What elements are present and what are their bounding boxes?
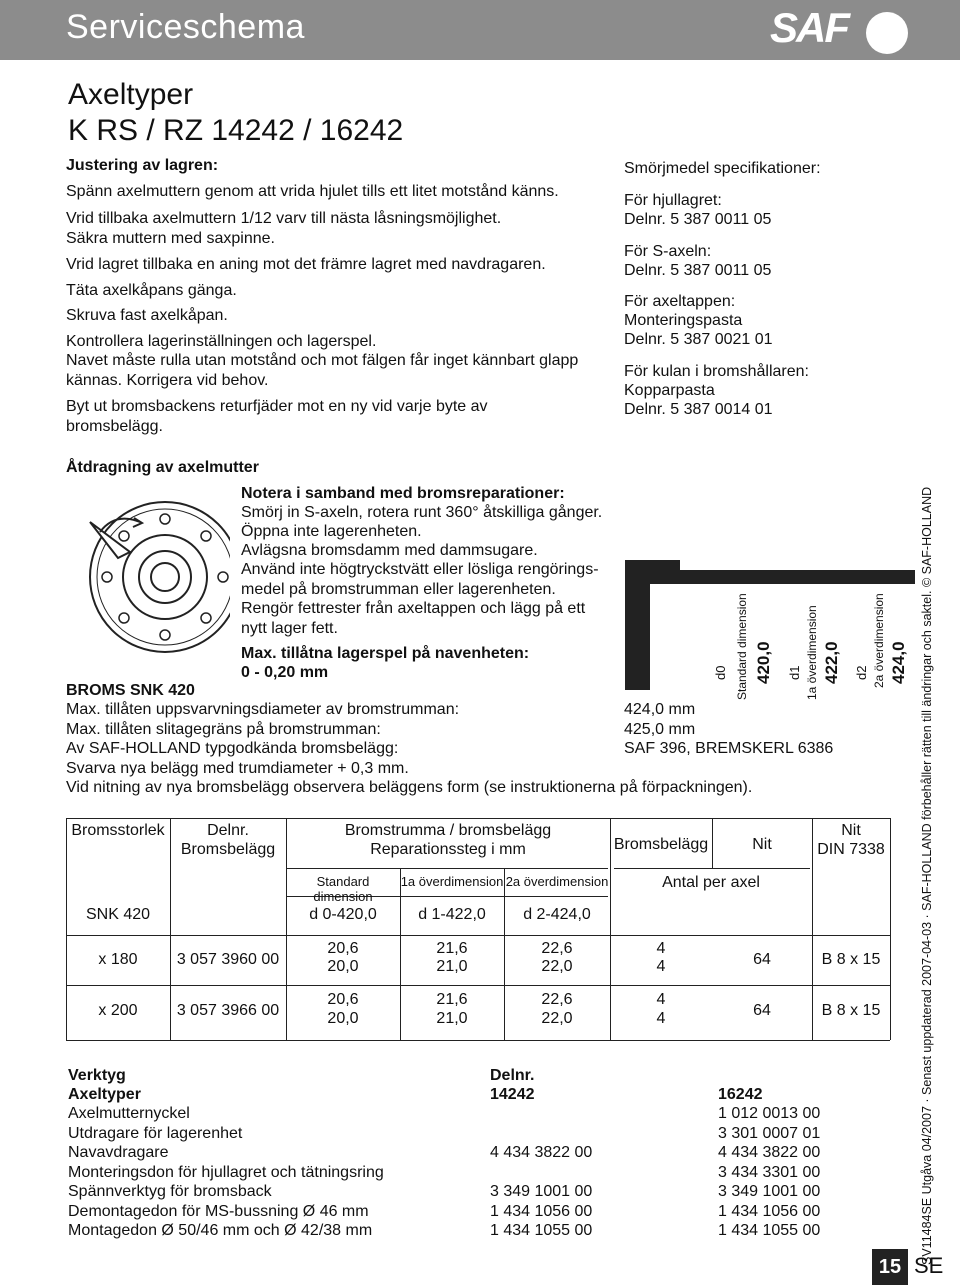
verktyg-row-name: Spännverktyg för bromsback — [68, 1183, 272, 1200]
th-nit-din: Nit — [841, 822, 861, 839]
verktyg-row-name: Utdragare för lagerenhet — [68, 1125, 243, 1142]
verktyg-axeltyper: Axeltyper — [68, 1086, 141, 1103]
table-row-std: 20,6 — [327, 940, 359, 957]
table-row-delnr: 3 057 3966 00 — [176, 1002, 280, 1019]
verktyg-row-b: 1 012 0013 00 — [718, 1105, 821, 1122]
saf-logo: SAF — [770, 4, 848, 51]
th-bromsstorlek: Bromsstorlek — [71, 822, 165, 839]
broms-row-value: 425,0 mm — [624, 721, 696, 738]
d2-value: 424,0 — [889, 641, 908, 684]
verktyg-row-name: Montagedon Ø 50/46 mm och Ø 42/38 mm — [68, 1222, 373, 1239]
table-row-o2: 22,6 — [541, 991, 573, 1008]
justering-heading: Justering av lagren: — [66, 157, 219, 174]
d1-sublabel: 1a överdimension — [805, 605, 819, 700]
table-border — [286, 868, 608, 869]
table-row-o2: 22,0 — [541, 1010, 573, 1027]
table-row-std: 20,6 — [327, 991, 359, 1008]
table-row-o2: 22,6 — [541, 940, 573, 957]
max-spel-heading: Max. tillåtna lagerspel på navenheten: — [241, 645, 530, 662]
broms-note: Vid nitning av nya bromsbelägg observera beläggens form (se instruktionerna på förpackningen). — [66, 779, 753, 796]
th-delnr: Delnr. — [207, 822, 249, 839]
d0-value: 420,0 — [754, 641, 773, 684]
table-row-o1: 21,0 — [436, 958, 468, 975]
atdragning-heading: Åtdragning av axelmutter — [66, 459, 259, 476]
verktyg-row-b: 1 434 1056 00 — [718, 1203, 821, 1220]
justering-line: Vrid lagret tillbaka en aning mot det främre lagret med navdragaren. — [66, 256, 546, 273]
table-row-size: x 180 — [98, 951, 138, 968]
broms-row-label: Av SAF-HOLLAND typgodkända bromsbelägg: — [66, 740, 399, 757]
notera-line: Rengör fettrester från axeltappen och lägg på ett — [241, 600, 586, 617]
snk-label: SNK 420 — [85, 906, 151, 923]
justering-line: Navet måste rulla utan motstånd och mot fälgen får inget kännbart glapp — [66, 352, 579, 369]
broms-note: Svarva nya belägg med trumdiameter + 0,3 mm. — [66, 760, 409, 777]
table-border — [66, 985, 890, 986]
d1-value: 422,0 — [822, 641, 841, 684]
verktyg-row-a: 1 434 1055 00 — [490, 1222, 593, 1239]
th-bromstrumma-sub: Reparationssteg i mm — [370, 841, 526, 858]
verktyg-row-name: Navavdragare — [68, 1144, 169, 1161]
th-2a: 2a överdimension — [505, 874, 609, 889]
th-bromsbelagg: Bromsbelägg — [613, 836, 709, 853]
notera-heading: Notera i samband med bromsreparationer: — [241, 485, 565, 502]
smorjmedel-line: För hjullagret: — [624, 192, 722, 209]
smorjmedel-line: Delnr. 5 387 0011 05 — [624, 262, 772, 279]
page-header-title: Serviceschema — [66, 8, 305, 46]
verktyg-row-name: Demontagedon för MS-bussning Ø 46 mm — [68, 1203, 369, 1220]
broms-row-label: Max. tillåten slitagegräns på bromstrumman: — [66, 721, 381, 738]
d1-symbol: d1 — [787, 665, 802, 680]
verktyg-row-name: Monteringsdon för hjullagret och tätningsring — [68, 1164, 384, 1181]
logo-circle-icon — [866, 12, 908, 54]
smorjmedel-line: Monteringspasta — [624, 312, 743, 329]
notera-line: Öppna inte lagerenheten. — [241, 523, 422, 540]
verktyg-row-name: Axelmutternyckel — [68, 1105, 190, 1122]
table-row-std: 20,0 — [327, 958, 359, 975]
justering-line: Skruva fast axelkåpan. — [66, 307, 228, 324]
justering-line: Säkra muttern med saxpinne. — [66, 230, 275, 247]
th-antal: Antal per axel — [662, 874, 760, 891]
notera-line: Använd inte högtryckstvätt eller lösliga rengörings- — [241, 561, 599, 578]
verktyg-row-b: 1 434 1055 00 — [718, 1222, 821, 1239]
verktyg-row-b: 3 301 0007 01 — [718, 1125, 821, 1142]
notera-line: medel på bromstrumman eller lagerenheten. — [241, 581, 556, 598]
verktyg-heading: Verktyg — [68, 1067, 126, 1084]
th-1a: 1a överdimension — [400, 874, 504, 889]
broms-heading: BROMS SNK 420 — [66, 682, 195, 699]
table-row-o1: 21,0 — [436, 1010, 468, 1027]
d2-label: d 2-424,0 — [523, 906, 591, 923]
verktyg-col-16242: 16242 — [718, 1086, 763, 1103]
th-nit-din-sub: DIN 7338 — [817, 841, 885, 858]
doc-title: Axeltyper — [68, 78, 194, 111]
d0-symbol: d0 — [713, 665, 728, 680]
notera-line: nytt lager fett. — [241, 620, 338, 637]
table-row-delnr: 3 057 3960 00 — [176, 951, 280, 968]
table-row-nit: 64 — [753, 1002, 771, 1019]
verktyg-delnr-heading: Delnr. — [490, 1067, 535, 1084]
hub-illustration — [70, 482, 230, 672]
justering-line: Kontrollera lagerinställningen och lagerspel. — [66, 333, 377, 350]
notera-line: Avlägsna bromsdamm med dammsugare. — [241, 542, 538, 559]
verktyg-row-a: 3 349 1001 00 — [490, 1183, 593, 1200]
table-row-o2: 22,0 — [541, 958, 573, 975]
justering-line: Täta axelkåpans gänga. — [66, 282, 237, 299]
smorjmedel-line: Delnr. 5 387 0021 01 — [624, 331, 773, 348]
table-border — [890, 818, 891, 1040]
table-row-size: x 200 — [98, 1002, 138, 1019]
d0-label: d 0-420,0 — [309, 906, 377, 923]
verktyg-row-b: 4 434 3822 00 — [718, 1144, 821, 1161]
smorjmedel-line: För S-axeln: — [624, 243, 712, 260]
doc-subtitle: K RS / RZ 14242 / 16242 — [68, 114, 404, 147]
verktyg-row-b: 3 349 1001 00 — [718, 1183, 821, 1200]
smorjmedel-heading: Smörjmedel specifikationer: — [624, 160, 821, 177]
table-row-o1: 21,6 — [436, 991, 468, 1008]
table-row-std: 20,0 — [327, 1010, 359, 1027]
d0-sublabel: Standard dimension — [735, 593, 749, 700]
max-spel-value: 0 - 0,20 mm — [241, 664, 329, 681]
justering-line: Spänn axelmuttern genom att vrida hjulet tills ett litet motstånd känns. — [66, 183, 559, 200]
table-row-belagg: 4 — [656, 940, 666, 957]
th-delnr-sub: Bromsbelägg — [180, 841, 276, 858]
smorjmedel-line: Delnr. 5 387 0014 01 — [624, 401, 773, 418]
table-row-din: B 8 x 15 — [821, 1002, 881, 1019]
broms-row-value: 424,0 mm — [624, 701, 696, 718]
verktyg-col-14242: 14242 — [490, 1086, 535, 1103]
justering-line: kännas. Korrigera vid behov. — [66, 372, 269, 389]
broms-row-label: Max. tillåten uppsvarvningsdiameter av bromstrumman: — [66, 701, 460, 718]
table-border — [614, 868, 810, 869]
table-border — [66, 935, 890, 936]
th-nit: Nit — [752, 836, 772, 853]
table-border — [66, 818, 890, 819]
th-standard: Standard dimension — [313, 874, 373, 904]
smorjmedel-line: Delnr. 5 387 0011 05 — [624, 211, 772, 228]
table-row-belagg: 4 — [656, 958, 666, 975]
verktyg-row-a: 4 434 3822 00 — [490, 1144, 593, 1161]
justering-line: bromsbelägg. — [66, 418, 163, 435]
verktyg-row-b: 3 434 3301 00 — [718, 1164, 821, 1181]
table-border — [66, 1040, 890, 1041]
table-row-belagg: 4 — [656, 1010, 666, 1027]
verktyg-row-a: 1 434 1056 00 — [490, 1203, 593, 1220]
d1-label: d 1-422,0 — [418, 906, 486, 923]
table-row-o1: 21,6 — [436, 940, 468, 957]
justering-line: Vrid tillbaka axelmuttern 1/12 varv till nästa låsningsmöjlighet. — [66, 210, 502, 227]
notera-line: Smörj in S-axeln, rotera runt 360° åtskilliga gånger. — [241, 504, 603, 521]
page-number: 15 — [872, 1249, 908, 1285]
page-language: SE — [914, 1253, 944, 1278]
th-bromstrumma: Bromstrumma / bromsbelägg — [344, 822, 552, 839]
table-row-belagg: 4 — [656, 991, 666, 1008]
smorjmedel-line: För kulan i bromshållaren: — [624, 363, 809, 380]
smorjmedel-line: För axeltappen: — [624, 293, 736, 310]
d2-symbol: d2 — [854, 665, 869, 680]
broms-row-value: SAF 396, BREMSKERL 6386 — [624, 740, 834, 757]
smorjmedel-line: Kopparpasta — [624, 382, 715, 399]
justering-line: Byt ut bromsbackens returfjäder mot en ny vid varje byte av — [66, 398, 488, 415]
side-footer-text: SV11484SE Utgåva 04/2007 · Senast uppdaterad 2007-04-03 · SAF-HOLLAND förbehåller rätten till ändringar och saktel. © SAF-HOLLAND — [920, 486, 934, 1265]
d2-sublabel: 2a överdimension — [872, 593, 886, 688]
table-row-nit: 64 — [753, 951, 771, 968]
table-row-din: B 8 x 15 — [821, 951, 881, 968]
